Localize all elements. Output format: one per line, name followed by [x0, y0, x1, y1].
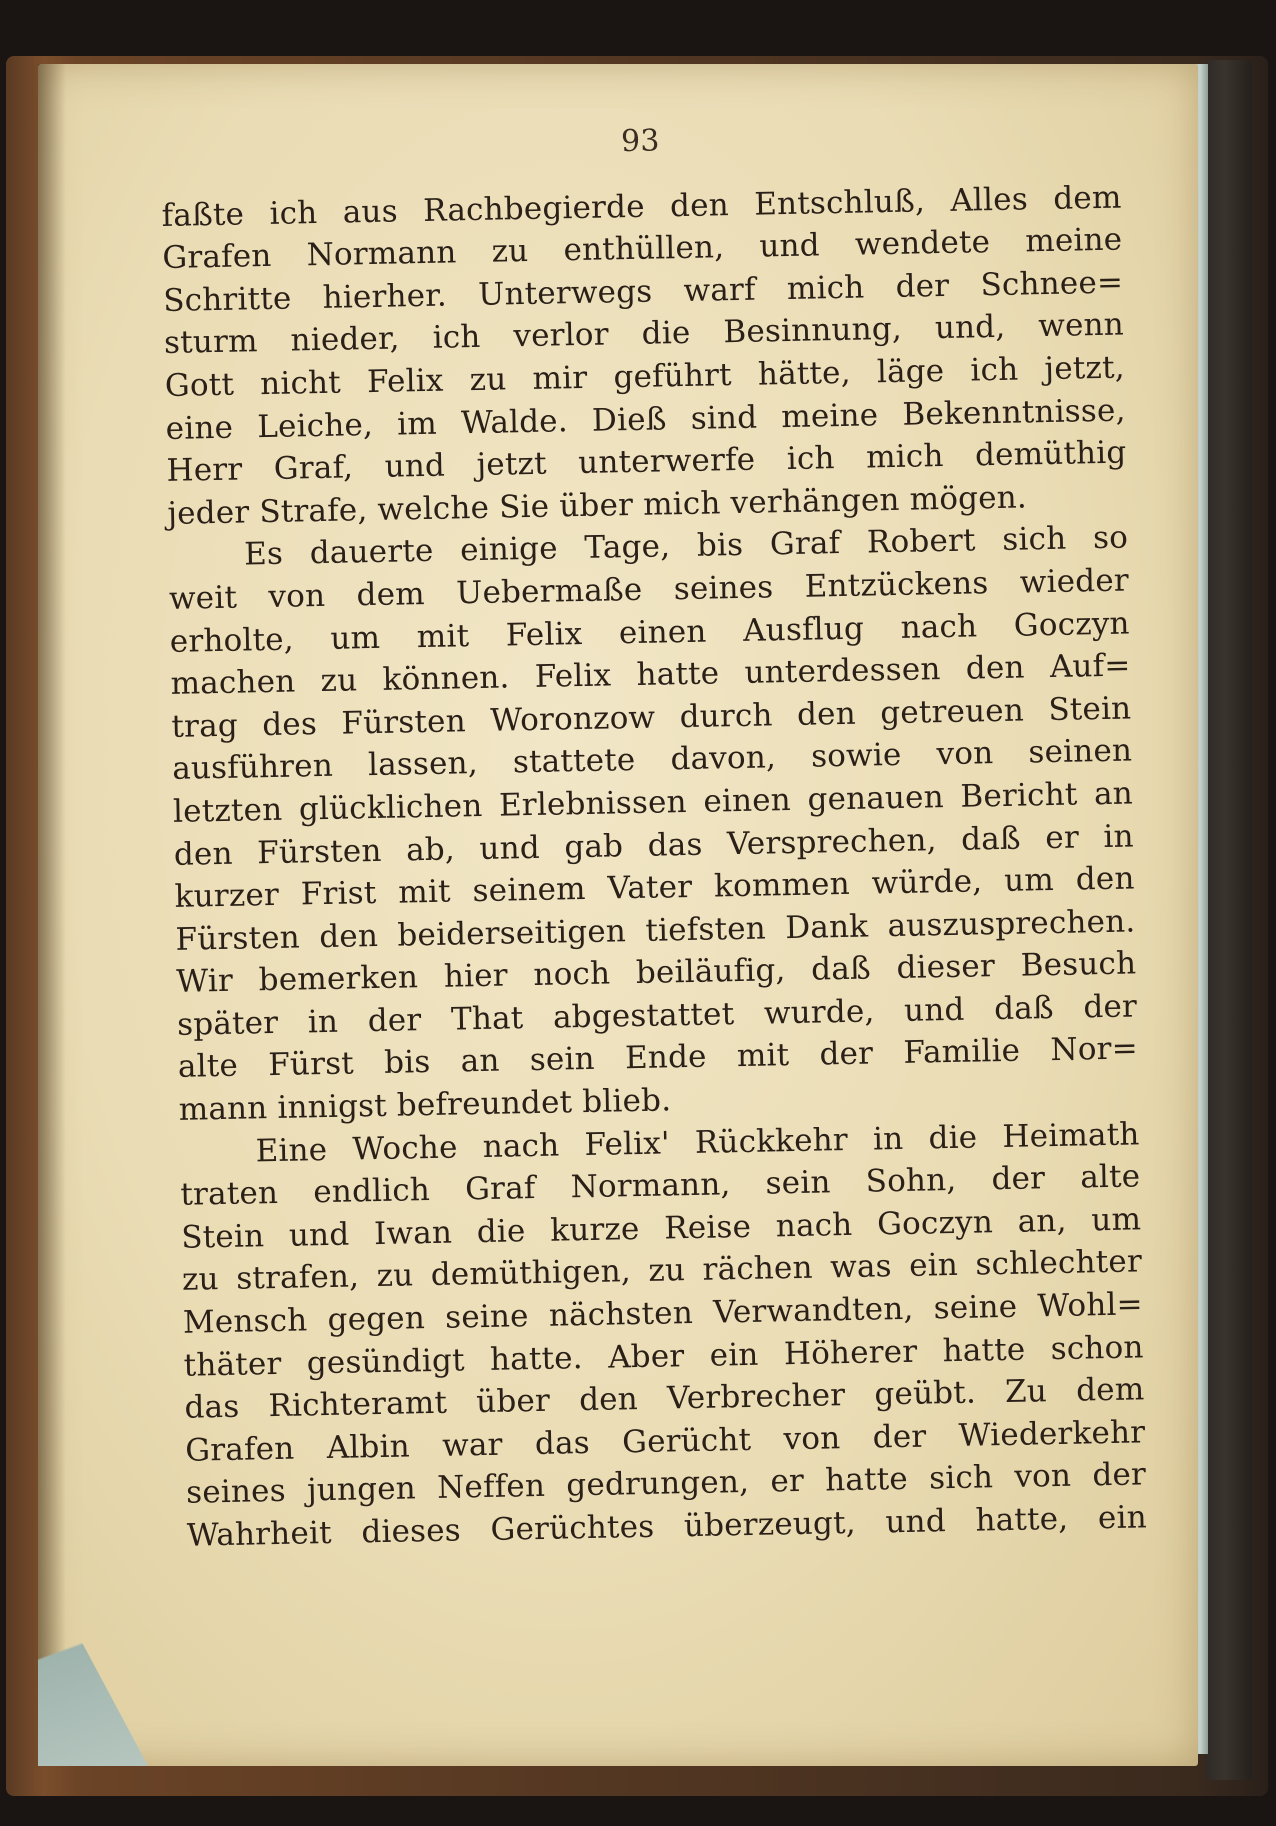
- text-line: Eine Woche nach Felix' Rückkehr in die Heimath: [255, 1116, 1140, 1170]
- text-line: eine Leiche, im Walde. Dieß sind meine Bekenntnisse,: [165, 392, 1126, 447]
- page-number: 93: [620, 123, 660, 160]
- text-line: Stein und Iwan die kurze Reise nach Goczyn an, um: [180, 1201, 1142, 1256]
- text-line: sturm nieder, ich verlor die Besinnung, und, wenn: [163, 306, 1125, 362]
- text-line: machen zu können. Felix hatte unterdessen den Auf=: [170, 647, 1131, 703]
- text-line: ausführen lassen, stattete davon, sowie von seinen: [171, 732, 1133, 788]
- text-line: Wir bemerken hier noch beiläufig, daß dieser Besuch: [176, 945, 1137, 1001]
- text-line: faßte ich aus Rachbegierde den Entschluß, Alles dem: [161, 179, 1122, 234]
- text-line: Fürsten den beiderseitigen tiefsten Dank auszusprechen.: [175, 903, 1136, 958]
- text-line: weit von dem Uebermaße seines Entzückens wieder: [168, 562, 1130, 617]
- text-line: den Fürsten ab, und gab das Versprechen, daß er in: [173, 817, 1135, 873]
- text-line: Grafen Normann zu enthüllen, und wendete meine: [162, 221, 1123, 277]
- text-line: zu strafen, zu demüthigen, zu rächen was ein schlechter: [181, 1243, 1143, 1299]
- page-gutter-shadow: [38, 64, 66, 1766]
- text-line: jeder Strafe, welche Sie über mich verhängen mögen.: [167, 479, 1028, 532]
- text-line: alte Fürst bis an sein Ende mit der Familie Nor=: [177, 1030, 1139, 1086]
- text-line: Herr Graf, und jetzt unterwerfe ich mich demüthig: [166, 434, 1127, 490]
- text-line: thäter gesündigt hatte. Aber ein Höherer hatte schon: [183, 1328, 1144, 1384]
- text-line: mann innigst befreundet blieb.: [178, 1082, 672, 1128]
- text-line: Mensch gegen seine nächsten Verwandten, seine Wohl=: [182, 1286, 1144, 1341]
- text-line: trag des Fürsten Woronzow durch den getreuen Stein: [171, 690, 1132, 745]
- text-line: letzten glücklichen Erlebnissen einen genauen Bericht an: [172, 775, 1134, 830]
- text-line: das Richteramt über den Verbrecher geübt. Zu dem: [184, 1371, 1145, 1426]
- text-line: erholte, um mit Felix einen Ausflug nach Goczyn: [169, 605, 1130, 660]
- text-line: Es dauerte einige Tage, bis Graf Robert sich so: [243, 519, 1129, 573]
- text-line: traten endlich Graf Normann, sein Sohn, der alte: [180, 1158, 1141, 1214]
- book-spine: [1206, 60, 1252, 1780]
- text-line: Grafen Albin war das Gerücht von der Wiederkehr: [185, 1414, 1146, 1469]
- text-line: kurzer Frist mit seinem Vater kommen würde, um den: [174, 860, 1135, 915]
- text-line: Wahrheit dieses Gerüchtes überzeugt, und hatte, ein: [186, 1499, 1148, 1554]
- text-line: später in der That abgestattet wurde, und daß der: [176, 988, 1138, 1043]
- page-text-block: [160, 112, 1147, 1558]
- text-line: seines jungen Neffen gedrungen, er hatte sich von der: [185, 1456, 1147, 1512]
- text-line: Schritte hierher. Unterwegs warf mich der Schnee=: [162, 264, 1124, 319]
- text-line: Gott nicht Felix zu mir geführt hätte, läge ich jetzt,: [164, 349, 1126, 404]
